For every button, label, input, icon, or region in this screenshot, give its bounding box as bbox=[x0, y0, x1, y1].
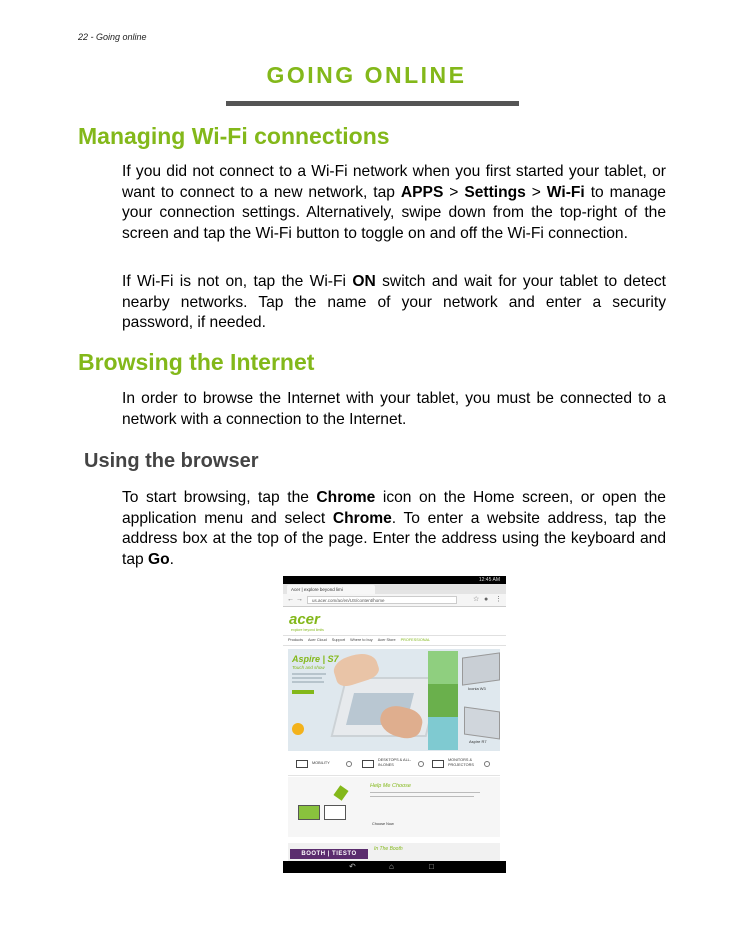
subsection-heading-browser: Using the browser bbox=[84, 450, 259, 472]
arrow-circle-icon bbox=[418, 761, 424, 767]
back-icon: ↶ bbox=[349, 862, 356, 871]
menu-item: Where to buy bbox=[350, 638, 373, 642]
category-mobility: MOBILITY bbox=[312, 761, 330, 765]
menu-item: PROFESSIONAL bbox=[400, 638, 431, 642]
browser-toolbar bbox=[283, 594, 506, 607]
menu-item: Acer Store bbox=[377, 638, 396, 642]
booth-logo: BOOTH | TIESTO bbox=[290, 849, 368, 859]
home-icon: ⌂ bbox=[389, 862, 394, 871]
banner-subtitle: Touch and show bbox=[292, 665, 325, 670]
web-page bbox=[283, 607, 506, 861]
android-nav-bar bbox=[283, 861, 506, 873]
mic-icon: ● bbox=[484, 596, 489, 603]
help-text-line bbox=[370, 796, 474, 797]
monitor-icon bbox=[298, 805, 320, 820]
acer-logo: acer bbox=[289, 611, 320, 628]
tile-label-iconia-w3: Iconia W3 bbox=[468, 686, 486, 691]
banner-text-line bbox=[292, 677, 322, 679]
banner-tile bbox=[428, 651, 458, 684]
site-menu bbox=[283, 635, 506, 646]
category-desktops: DESKTOPS & ALL-IN-ONES bbox=[378, 758, 412, 767]
back-arrow-icon: ← bbox=[287, 596, 294, 603]
menu-item: Acer Cloud bbox=[307, 638, 327, 642]
page-header: 22 - Going online bbox=[78, 32, 147, 42]
desktop-icon bbox=[362, 760, 374, 768]
category-row bbox=[288, 753, 500, 776]
projector-icon bbox=[432, 760, 444, 768]
settings-keyword: Settings bbox=[464, 183, 526, 201]
menu-dots-icon: ⋮ bbox=[495, 596, 502, 603]
browser-paragraph: To start browsing, tap the Chrome icon on the Home screen, or open the application menu and select Chrome. To enter a website address, tap the address box at the top of the page. Enter the address using the keyboard and tap Go. bbox=[122, 489, 666, 568]
help-text-line bbox=[370, 792, 480, 793]
arrow-circle-icon bbox=[484, 761, 490, 767]
apps-keyword: APPS bbox=[400, 183, 444, 201]
chapter-title-rule bbox=[226, 101, 519, 106]
iconia-w3-image bbox=[462, 652, 500, 685]
address-box: us.acer.com/ac/en/US/content/home bbox=[307, 596, 457, 604]
star-icon: ☆ bbox=[473, 596, 480, 603]
section-heading-browsing: Browsing the Internet bbox=[78, 349, 315, 375]
help-title: Help Me Choose bbox=[370, 783, 411, 789]
category-monitors: MONITORS & PROJECTORS bbox=[448, 758, 474, 767]
intel-badge-icon bbox=[292, 723, 304, 735]
pointer-arrow-icon bbox=[333, 785, 348, 801]
choose-now-link: Choose Now bbox=[372, 822, 394, 826]
hero-banner bbox=[288, 649, 500, 751]
laptop-icon bbox=[296, 760, 308, 768]
wifi-paragraph-2: If Wi-Fi is not on, tap the Wi-Fi ON switch and wait for your tablet to detect nearby networks. Tap the name of your network and enter a security password, if needed. bbox=[122, 273, 666, 331]
banner-tile bbox=[428, 684, 458, 717]
forward-arrow-icon: → bbox=[296, 596, 303, 603]
monitor-icon bbox=[324, 805, 346, 820]
browser-tab-bar bbox=[283, 584, 506, 594]
go-keyword: Go bbox=[148, 550, 170, 568]
chapter-title: GOING ONLINE bbox=[266, 62, 467, 88]
banner-text-line bbox=[292, 681, 324, 683]
tile-label-aspire-r7: Aspire R7 bbox=[469, 739, 487, 744]
on-keyword: ON bbox=[352, 273, 376, 290]
banner-tile bbox=[428, 717, 458, 750]
chrome-keyword: Chrome bbox=[316, 489, 376, 506]
in-the-booth-panel bbox=[288, 843, 500, 861]
banner-button bbox=[292, 690, 314, 694]
menu-item: Support bbox=[331, 638, 346, 642]
wifi-keyword: Wi-Fi bbox=[546, 183, 585, 201]
wifi-paragraph-1: If you did not connect to a Wi-Fi network when you first started your tablet, or want to connect to a new network, tap APPS > Settings > Wi-Fi to manage your connection settings. Alternatively, swipe down from the top-right of the screen and tap the Wi-Fi button to toggle on and off the Wi-Fi connection. bbox=[122, 163, 666, 242]
chrome-keyword: Chrome bbox=[332, 509, 392, 527]
browser-tab: Acer | explore beyond limi bbox=[287, 585, 375, 594]
aspire-r7-image bbox=[464, 706, 500, 739]
menu-item: Products bbox=[288, 638, 303, 642]
banner-title: Aspire | S7 bbox=[292, 654, 339, 664]
browsing-paragraph: In order to browse the Internet with your tablet, you must be connected to a network with a connection to the Internet. bbox=[122, 390, 666, 428]
acer-tagline: explore beyond limits bbox=[291, 628, 324, 632]
status-bar bbox=[283, 576, 506, 584]
recent-apps-icon: □ bbox=[429, 862, 434, 871]
help-me-choose-panel bbox=[288, 777, 500, 837]
arrow-circle-icon bbox=[346, 761, 352, 767]
banner-text-line bbox=[292, 673, 326, 675]
section-heading-wifi: Managing Wi-Fi connections bbox=[78, 123, 390, 149]
booth-title: In The Booth bbox=[374, 846, 403, 852]
tablet-browser-screenshot bbox=[283, 576, 506, 873]
status-time: 12:45 AM bbox=[478, 577, 500, 583]
